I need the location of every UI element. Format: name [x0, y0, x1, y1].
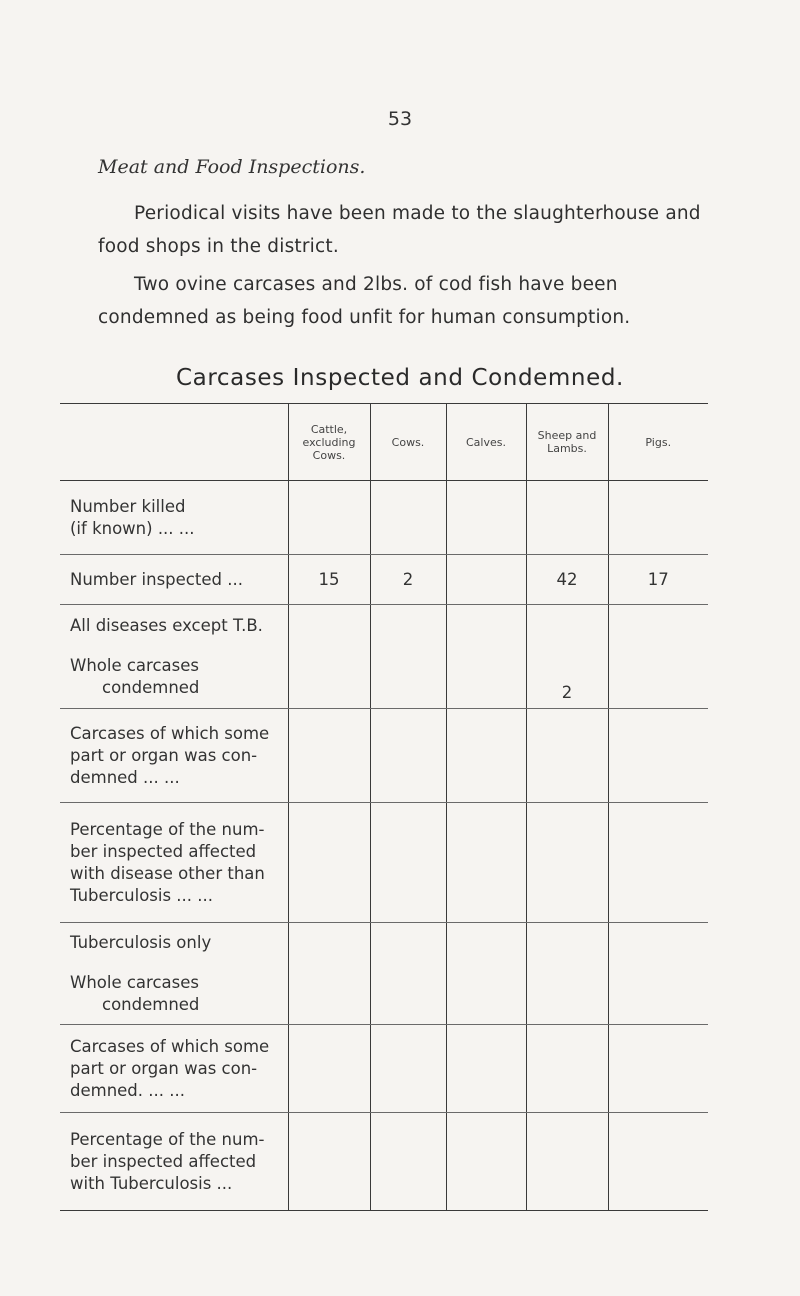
cell-cattle: [288, 605, 370, 709]
cell-sheep: [526, 1025, 608, 1113]
cell-cattle: 15: [288, 555, 370, 605]
cell-sheep: [526, 803, 608, 923]
cell-sheep: [526, 481, 608, 555]
cell-cows: [370, 1113, 446, 1211]
cell-calves: [446, 1113, 526, 1211]
header-label-blank: [60, 404, 288, 481]
cell-cows: [370, 803, 446, 923]
cell-cows: [370, 605, 446, 709]
cell-cattle: [288, 1113, 370, 1211]
cell-sheep: [526, 923, 608, 1025]
row-all-diseases-percentage: [60, 803, 708, 923]
cell-calves: [446, 923, 526, 1025]
row-label: [60, 923, 288, 1025]
cell-pigs: [608, 803, 708, 923]
table-heading: Carcases Inspected and Condemned.: [176, 365, 624, 391]
cell-cattle: [288, 709, 370, 803]
row-label-line: Whole carcases: [70, 655, 199, 675]
cell-calves: [446, 803, 526, 923]
cell-pigs: [608, 1025, 708, 1113]
row-label: Percentage of the num- ber inspected affected with disease other than Tuberculosis ... ...: [60, 803, 288, 923]
cell-sheep: [526, 709, 608, 803]
row-all-diseases-whole: [60, 605, 708, 709]
header-cows: Cows.: [370, 404, 446, 481]
cell-pigs: [608, 481, 708, 555]
row-number-inspected: [60, 555, 708, 605]
cell-calves: [446, 555, 526, 605]
cell-pigs: [608, 923, 708, 1025]
header-cattle: Cattle, excluding Cows.: [288, 404, 370, 481]
cell-calves: [446, 1025, 526, 1113]
cell-cattle: [288, 481, 370, 555]
page-number: 53: [387, 108, 413, 130]
cell-cows: [370, 923, 446, 1025]
table-header-row: [60, 404, 708, 481]
cell-cows: [370, 709, 446, 803]
cell-sheep: [526, 1113, 608, 1211]
section-title: Meat and Food Inspections.: [98, 156, 366, 178]
cell-cattle: [288, 803, 370, 923]
cell-cattle: [288, 923, 370, 1025]
cell-calves: [446, 481, 526, 555]
cell-cows: [370, 1025, 446, 1113]
row-label-line: (if known) ... ...: [70, 518, 195, 538]
cell-pigs: [608, 605, 708, 709]
row-label: Number inspected ...: [60, 555, 288, 605]
row-label-line: condemned: [102, 994, 200, 1014]
cell-sheep: 42: [526, 555, 608, 605]
cell-cows: 2: [370, 555, 446, 605]
row-tb-percentage: [60, 1113, 708, 1211]
row-label: Carcases of which some part or organ was con- demned ... ...: [60, 709, 288, 803]
row-label-line: Whole carcases: [70, 972, 199, 992]
cell-cattle: [288, 1025, 370, 1113]
cell-calves: [446, 709, 526, 803]
carcases-table: [60, 403, 708, 1211]
header-calves: Calves.: [446, 404, 526, 481]
row-label: Carcases of which some part or organ was con- demned. ... ...: [60, 1025, 288, 1113]
cell-pigs: 17: [608, 555, 708, 605]
row-label-line: All diseases except T.B.: [70, 615, 263, 635]
paragraph-condemned: Two ovine carcases and 2lbs. of cod fish have been condemned as being food unfit for human consumption.: [98, 274, 631, 328]
row-label: [60, 605, 288, 709]
header-sheep: Sheep and Lambs.: [526, 404, 608, 481]
row-label-line: Tuberculosis only: [70, 932, 212, 952]
row-all-diseases-part: [60, 709, 708, 803]
cell-calves: [446, 605, 526, 709]
row-label: Percentage of the num- ber inspected affected with Tuberculosis ...: [60, 1113, 288, 1211]
cell-pigs: [608, 1113, 708, 1211]
row-label: [60, 481, 288, 555]
paragraph-visits: Periodical visits have been made to the slaughterhouse and food shops in the district.: [98, 203, 701, 257]
row-label-line: Number killed: [70, 496, 186, 516]
header-pigs: Pigs.: [608, 404, 708, 481]
cell-sheep: 2: [526, 605, 608, 709]
cell-cows: [370, 481, 446, 555]
row-number-killed: [60, 481, 708, 555]
row-tb-whole: [60, 923, 708, 1025]
row-label-line: condemned: [102, 677, 200, 697]
row-tb-part: [60, 1025, 708, 1113]
cell-pigs: [608, 709, 708, 803]
